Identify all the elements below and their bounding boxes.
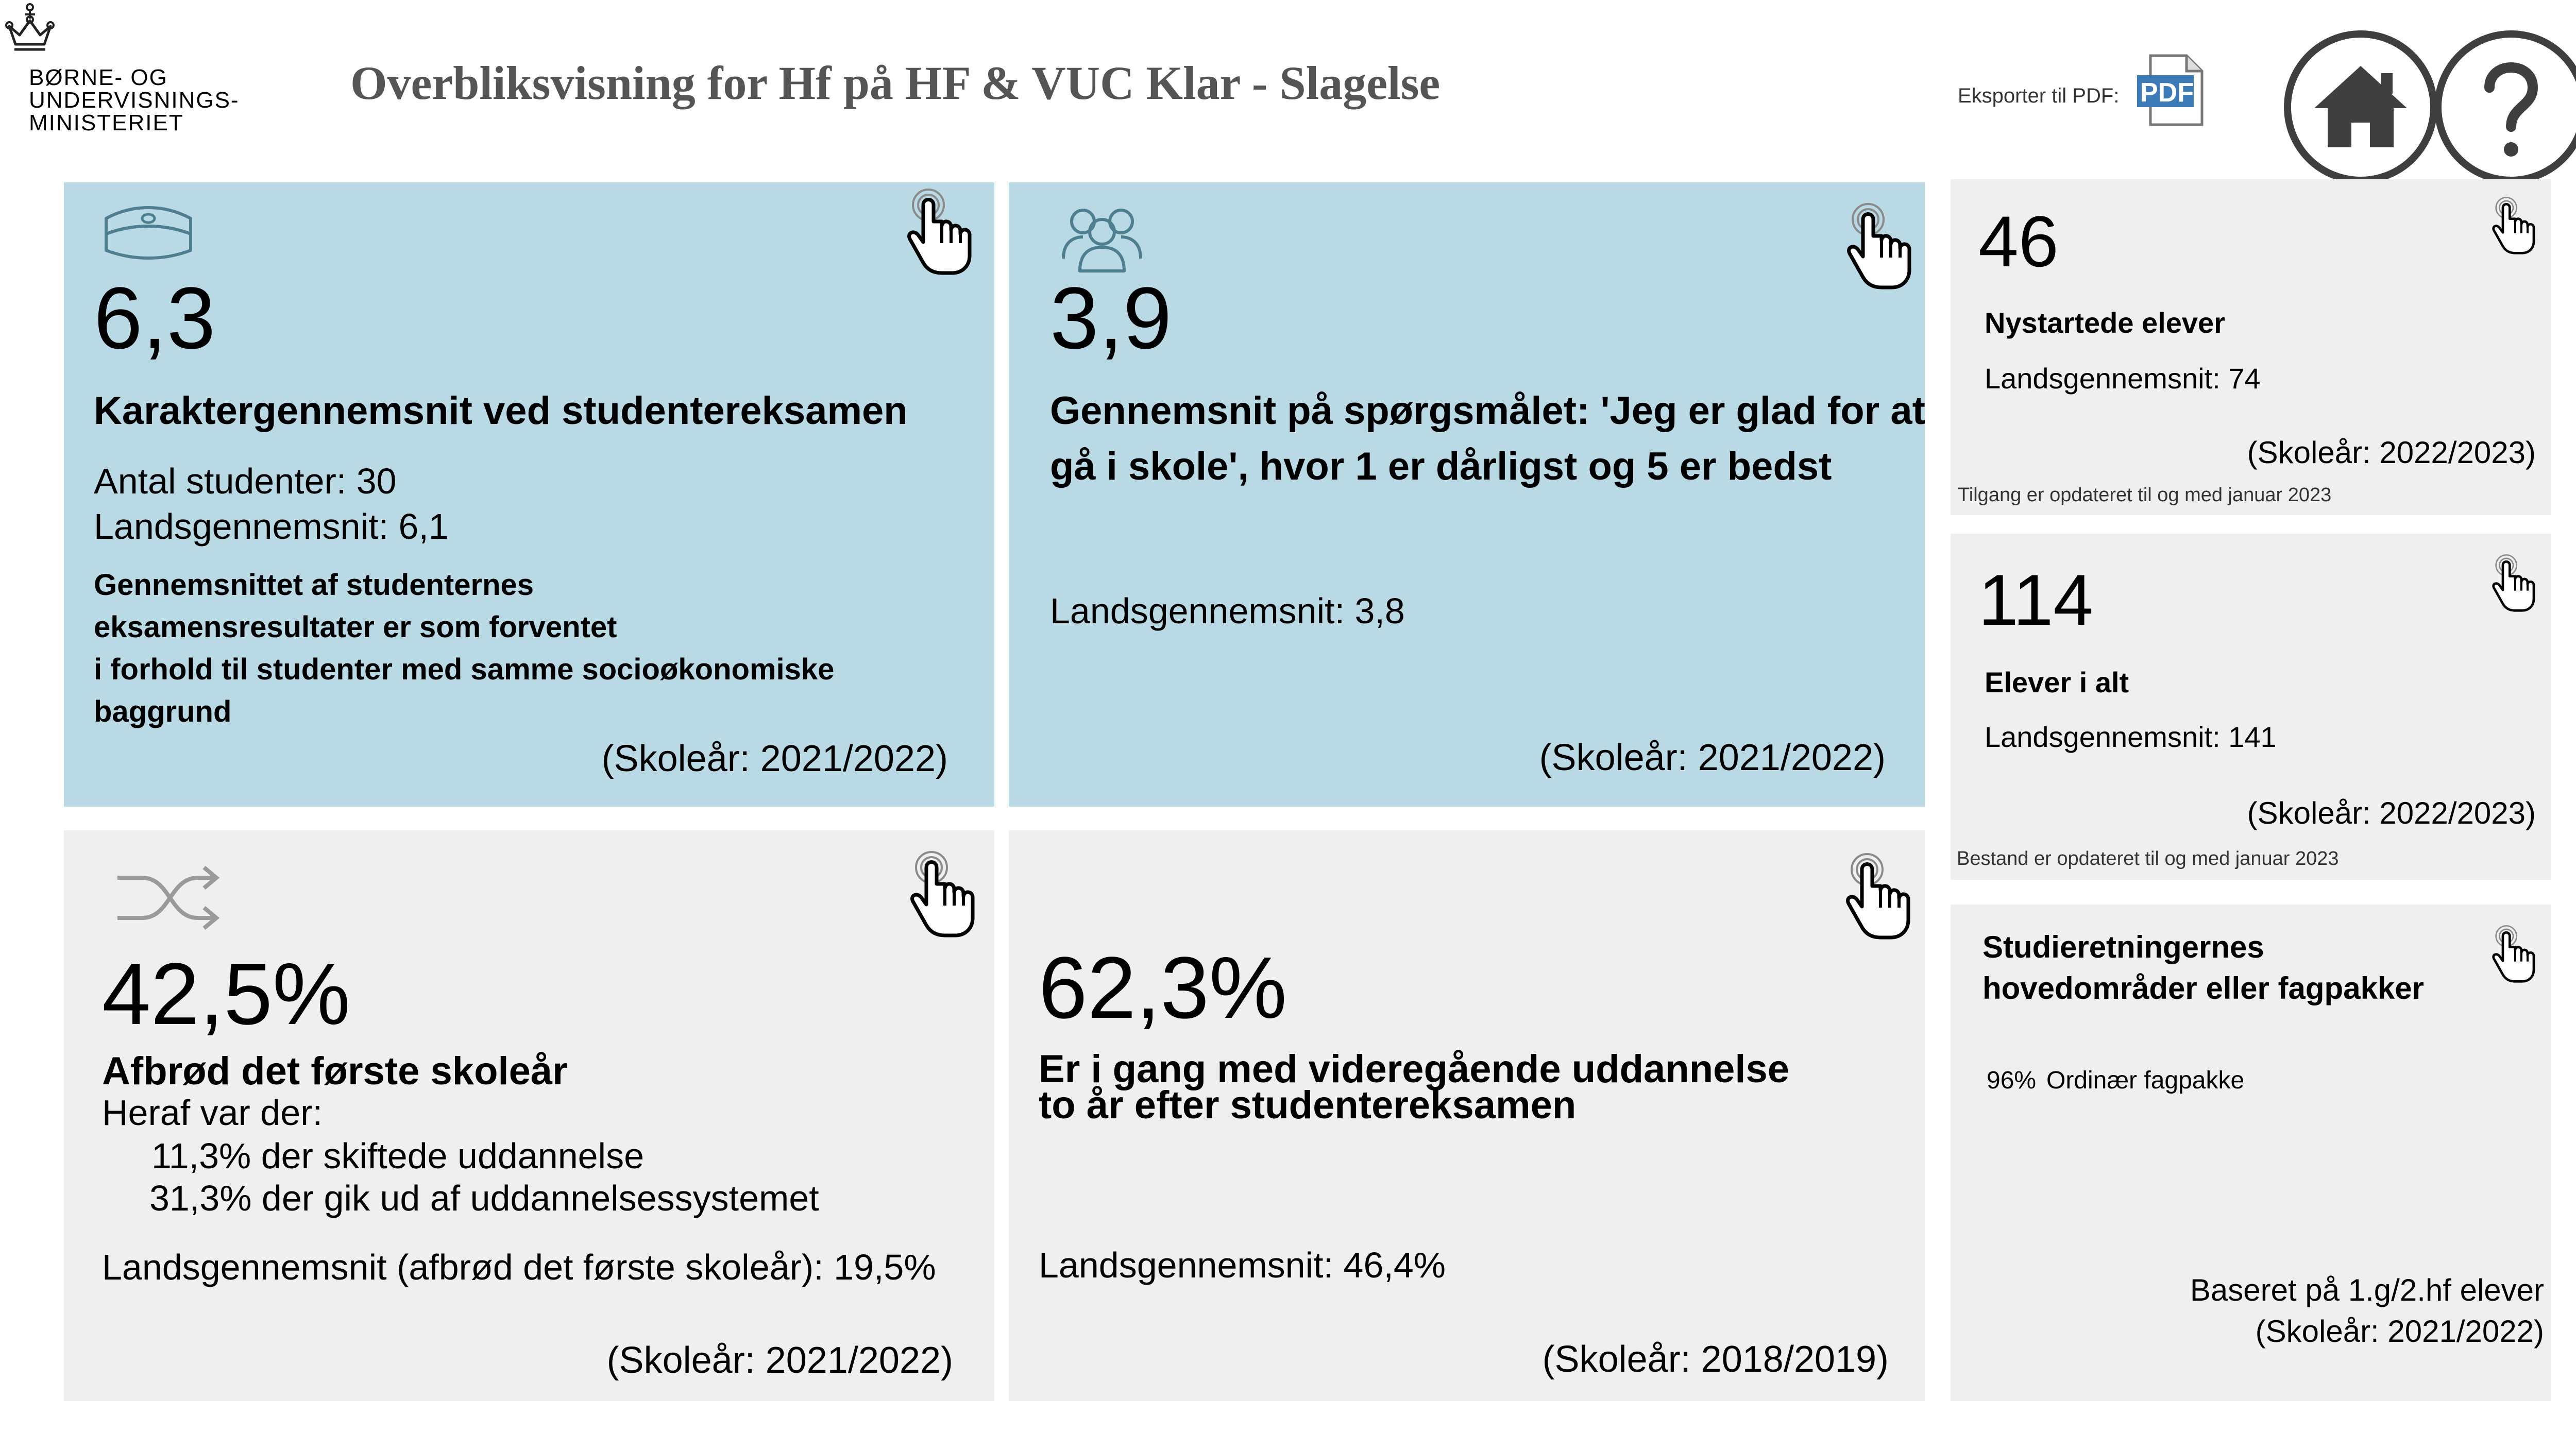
- new-students-value: 46: [1978, 201, 2059, 282]
- grades-value: 6,3: [94, 269, 216, 367]
- total-students-title: Elever i alt: [1985, 666, 2129, 698]
- new-students-footnote: Tilgang er opdateret til og med januar 2023: [1958, 484, 2332, 506]
- study-lines-item-label: Ordinær fagpakke: [2046, 1067, 2245, 1094]
- dropout-line-1: 11,3% der skiftede uddannelse: [151, 1136, 645, 1176]
- wellbeing-national: Landsgennemsnit: 3,8: [1050, 591, 1405, 631]
- dropout-title: Afbrød det første skoleår: [102, 1049, 568, 1093]
- click-hand-icon[interactable]: [2486, 552, 2538, 614]
- people-group-icon: [1058, 202, 1146, 274]
- grades-note-1: Gennemsnittet af studenternes: [94, 568, 534, 602]
- grades-note-3: i forhold til studenter med samme socioøkonomiske: [94, 653, 835, 686]
- shuffle-icon: [113, 859, 222, 936]
- grades-count: Antal studenter: 30: [94, 461, 397, 501]
- click-hand-icon[interactable]: [899, 185, 976, 278]
- further-edu-national: Landsgennemsnit: 46,4%: [1039, 1245, 1446, 1285]
- wellbeing-value: 3,9: [1050, 269, 1172, 367]
- export-pdf-button[interactable]: [2133, 52, 2210, 129]
- further-edu-year: (Skoleår: 2018/2019): [1542, 1339, 1889, 1380]
- card-dropout[interactable]: [64, 830, 994, 1401]
- study-lines-basis: Baseret på 1.g/2.hf elever: [2190, 1273, 2544, 1307]
- total-students-value: 114: [1978, 559, 2094, 640]
- dropout-line-2: 31,3% der gik ud af uddannelsessystemet: [149, 1178, 819, 1218]
- pdf-label: PDF: [2140, 78, 2194, 108]
- grades-title: Karaktergennemsnit ved studentereksamen: [94, 389, 908, 433]
- card-study-lines[interactable]: [1951, 905, 2551, 1401]
- click-hand-icon[interactable]: [2486, 923, 2538, 985]
- logo-line-2: UNDERVISNINGS-: [29, 88, 240, 113]
- card-further-education[interactable]: [1009, 830, 1925, 1401]
- wellbeing-title-1: Gennemsnit på spørgsmålet: 'Jeg er glad for at: [1050, 389, 1925, 433]
- logo-line-3: MINISTERIET: [29, 110, 184, 135]
- further-edu-title-1: Er i gang med videregående uddannelse: [1039, 1047, 1790, 1091]
- home-icon: [2283, 30, 2438, 184]
- new-students-year: (Skoleår: 2022/2023): [2247, 435, 2536, 470]
- grades-note-2: eksamensresultater er som forventet: [94, 610, 617, 644]
- dropout-sub: Heraf var der:: [102, 1093, 323, 1133]
- new-students-title: Nystartede elever: [1985, 306, 2225, 339]
- click-hand-icon[interactable]: [2486, 195, 2538, 257]
- export-label: Eksporter til PDF:: [1958, 84, 2120, 107]
- study-lines-item-pct: 96%: [1987, 1067, 2037, 1094]
- study-lines-title-1: Studieretningernes: [1982, 930, 2264, 964]
- study-lines-year: (Skoleår: 2021/2022): [2255, 1314, 2544, 1349]
- study-lines-title-2: hovedområder eller fagpakker: [1982, 971, 2425, 1005]
- dropout-national: Landsgennemsnit (afbrød det første skoleår): 19,5%: [102, 1247, 936, 1287]
- total-students-national: Landsgennemsnit: 141: [1985, 721, 2277, 753]
- card-grades[interactable]: [64, 182, 994, 807]
- home-button[interactable]: [2283, 30, 2438, 184]
- page-title: Overbliksvisning for Hf på HF & VUC Klar - Slagelse: [350, 57, 1440, 109]
- help-button[interactable]: [2434, 30, 2576, 184]
- card-total-students[interactable]: [1951, 534, 2551, 880]
- further-edu-value: 62,3%: [1039, 939, 1287, 1037]
- click-hand-icon[interactable]: [1837, 850, 1914, 943]
- grades-year: (Skoleår: 2021/2022): [601, 738, 948, 779]
- further-edu-title-2: to år efter studentereksamen: [1039, 1083, 1577, 1127]
- card-new-students[interactable]: [1951, 179, 2551, 515]
- wellbeing-year: (Skoleår: 2021/2022): [1539, 737, 1886, 778]
- new-students-national: Landsgennemsnit: 74: [1985, 362, 2261, 395]
- click-hand-icon[interactable]: [902, 848, 979, 941]
- dropout-value: 42,5%: [102, 945, 351, 1043]
- total-students-footnote: Bestand er opdateret til og med januar 2023: [1957, 848, 2339, 870]
- ministry-logo: [0, 0, 268, 144]
- logo-line-1: BØRNE- OG: [29, 65, 168, 90]
- grades-national: Landsgennemsnit: 6,1: [94, 506, 449, 547]
- click-hand-icon[interactable]: [1838, 200, 1916, 293]
- total-students-year: (Skoleår: 2022/2023): [2247, 796, 2536, 830]
- grades-note-4: baggrund: [94, 695, 232, 728]
- card-wellbeing[interactable]: [1009, 182, 1925, 807]
- graduation-cap-icon: [102, 203, 195, 265]
- dropout-year: (Skoleår: 2021/2022): [606, 1340, 953, 1381]
- wellbeing-title-2: gå i skole', hvor 1 er dårligst og 5 er bedst: [1050, 445, 1832, 488]
- crown-icon: [4, 3, 56, 52]
- question-icon: [2434, 30, 2576, 184]
